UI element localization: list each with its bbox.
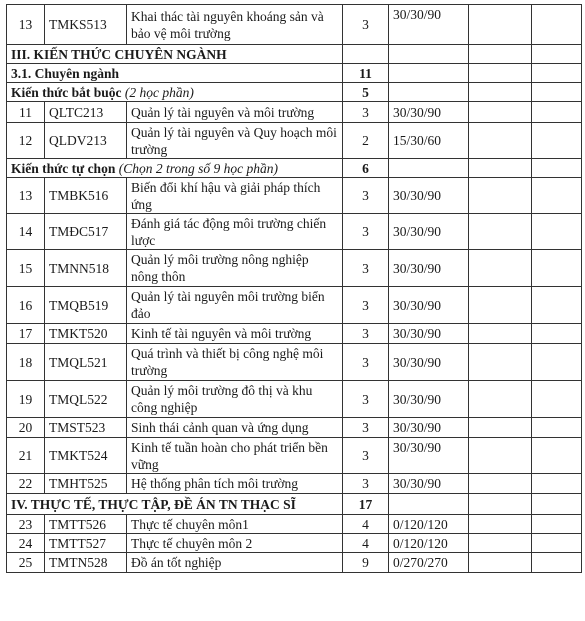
course-code: TMTT526 [45,515,127,534]
hours-breakdown: 30/30/90 [389,178,469,214]
credit-count: 3 [343,102,389,123]
hours-breakdown: 30/30/90 [389,287,469,324]
empty-cell [469,534,532,553]
row-number: 23 [7,515,45,534]
hours-breakdown: 30/30/90 [389,250,469,287]
course-code: TMBK516 [45,178,127,214]
credit-count: 3 [343,178,389,214]
hours-breakdown: 30/30/90 [389,5,469,45]
section-row [7,64,582,83]
empty-cell [532,344,582,381]
row-number: 21 [7,438,45,474]
section-title [7,494,343,515]
section-credits: 6 [343,159,389,178]
empty-cell [532,45,582,64]
course-name: Kinh tế tuần hoàn cho phát triển bền vững [127,438,343,474]
empty-cell [469,102,532,123]
section-credits: 11 [343,64,389,83]
empty-cell [532,102,582,123]
empty-cell [469,45,532,64]
section-note: (2 học phần) [124,84,194,100]
course-code: TMKT520 [45,324,127,344]
hours-cell [389,64,469,83]
hours-breakdown: 0/120/120 [389,515,469,534]
course-name: Quản lý tài nguyên và Quy hoạch môi trường [127,123,343,159]
credit-count: 9 [343,553,389,573]
course-code: TMQL521 [45,344,127,381]
course-code: TMNN518 [45,250,127,287]
course-code: TMHT525 [45,474,127,494]
curriculum-table [6,4,582,573]
row-number: 25 [7,553,45,573]
course-name: Quá trình và thiết bị công nghệ môi trường [127,344,343,381]
empty-cell [532,494,582,515]
section-row [7,83,582,102]
row-number: 24 [7,534,45,553]
hours-cell [389,83,469,102]
row-number: 13 [7,5,45,45]
credit-count: 3 [343,344,389,381]
empty-cell [532,474,582,494]
hours-breakdown: 30/30/90 [389,324,469,344]
empty-cell [532,159,582,178]
course-row [7,418,582,438]
row-number: 18 [7,344,45,381]
course-row [7,178,582,214]
empty-cell [532,553,582,573]
course-code: TMTN528 [45,553,127,573]
course-code: TMST523 [45,418,127,438]
empty-cell [532,123,582,159]
empty-cell [532,418,582,438]
empty-cell [532,534,582,553]
credit-count: 3 [343,381,389,418]
course-name: Khai thác tài nguyên khoáng sản và bảo vệ môi trường [127,5,343,45]
course-name: Biến đổi khí hậu và giải pháp thích ứng [127,178,343,214]
section-row [7,159,582,178]
course-name: Quản lý tài nguyên môi trường biển đảo [127,287,343,324]
course-name: Kinh tế tài nguyên và môi trường [127,324,343,344]
section-title [7,159,343,178]
row-number: 20 [7,418,45,438]
empty-cell [469,438,532,474]
course-code: TMQL522 [45,381,127,418]
empty-cell [532,178,582,214]
empty-cell [532,250,582,287]
empty-cell [469,418,532,438]
hours-breakdown: 0/120/120 [389,534,469,553]
empty-cell [532,515,582,534]
row-number: 13 [7,178,45,214]
course-name: Thực tế chuyên môn 2 [127,534,343,553]
course-row [7,5,582,45]
credit-count: 4 [343,515,389,534]
section-credits [343,45,389,64]
empty-cell [532,381,582,418]
course-name: Hệ thống phân tích môi trường [127,474,343,494]
hours-breakdown: 30/30/90 [389,344,469,381]
credit-count: 3 [343,214,389,250]
credit-count: 3 [343,324,389,344]
empty-cell [469,64,532,83]
empty-cell [469,250,532,287]
course-name: Quản lý môi trường nông nghiệp nông thôn [127,250,343,287]
course-row [7,474,582,494]
empty-cell [469,83,532,102]
hours-breakdown: 30/30/90 [389,438,469,474]
section-title-text: III. KIẾN THỨC CHUYÊN NGÀNH [11,46,227,62]
credit-count: 3 [343,287,389,324]
course-row [7,381,582,418]
section-title [7,64,343,83]
section-title-text: Kiến thức tự chọn [11,160,116,176]
course-row [7,344,582,381]
hours-breakdown: 0/270/270 [389,553,469,573]
section-row [7,494,582,515]
empty-cell [469,287,532,324]
empty-cell [469,515,532,534]
course-row [7,534,582,553]
section-note: (Chọn 2 trong số 9 học phần) [118,160,278,176]
section-title [7,45,343,64]
hours-breakdown: 30/30/90 [389,474,469,494]
hours-breakdown: 15/30/60 [389,123,469,159]
empty-cell [532,5,582,45]
course-code: TMKS513 [45,5,127,45]
empty-cell [469,474,532,494]
hours-cell [389,45,469,64]
section-title-text: 3.1. Chuyên ngành [11,65,120,81]
empty-cell [469,178,532,214]
course-name: Quản lý tài nguyên và môi trường [127,102,343,123]
credit-count: 3 [343,5,389,45]
credit-count: 4 [343,534,389,553]
empty-cell [469,344,532,381]
row-number: 16 [7,287,45,324]
course-code: TMTT527 [45,534,127,553]
section-title [7,83,343,102]
section-credits: 17 [343,494,389,515]
course-code: TMQB519 [45,287,127,324]
section-title-text: IV. THỰC TẾ, THỰC TẬP, ĐỀ ÁN TN THẠC SĨ [11,496,296,512]
row-number: 14 [7,214,45,250]
course-row [7,438,582,474]
row-number: 17 [7,324,45,344]
section-title-text: Kiến thức bắt buộc [11,84,122,100]
empty-cell [532,287,582,324]
hours-breakdown: 30/30/90 [389,214,469,250]
course-row [7,515,582,534]
empty-cell [532,83,582,102]
course-name: Đánh giá tác động môi trường chiến lược [127,214,343,250]
hours-cell [389,159,469,178]
course-code: QLTC213 [45,102,127,123]
credit-count: 3 [343,250,389,287]
course-row [7,123,582,159]
credit-count: 3 [343,438,389,474]
empty-cell [469,381,532,418]
course-name: Quản lý môi trường đô thị và khu công nghiệp [127,381,343,418]
hours-breakdown: 30/30/90 [389,381,469,418]
empty-cell [469,123,532,159]
empty-cell [469,214,532,250]
course-name: Sinh thái cảnh quan và ứng dụng [127,418,343,438]
hours-cell [389,494,469,515]
hours-breakdown: 30/30/90 [389,418,469,438]
course-name: Thực tế chuyên môn1 [127,515,343,534]
course-name: Đồ án tốt nghiệp [127,553,343,573]
credit-count: 3 [343,418,389,438]
row-number: 12 [7,123,45,159]
empty-cell [469,159,532,178]
curriculum-table-body [7,5,582,573]
empty-cell [469,494,532,515]
course-row [7,250,582,287]
course-row [7,102,582,123]
row-number: 15 [7,250,45,287]
course-code: TMKT524 [45,438,127,474]
empty-cell [532,214,582,250]
credit-count: 2 [343,123,389,159]
empty-cell [532,324,582,344]
empty-cell [469,5,532,45]
course-row [7,214,582,250]
hours-breakdown: 30/30/90 [389,102,469,123]
section-row [7,45,582,64]
row-number: 11 [7,102,45,123]
row-number: 19 [7,381,45,418]
section-credits: 5 [343,83,389,102]
course-code: QLDV213 [45,123,127,159]
credit-count: 3 [343,474,389,494]
course-row [7,287,582,324]
empty-cell [532,64,582,83]
course-code: TMĐC517 [45,214,127,250]
row-number: 22 [7,474,45,494]
course-row [7,553,582,573]
course-row [7,324,582,344]
empty-cell [469,553,532,573]
empty-cell [532,438,582,474]
empty-cell [469,324,532,344]
